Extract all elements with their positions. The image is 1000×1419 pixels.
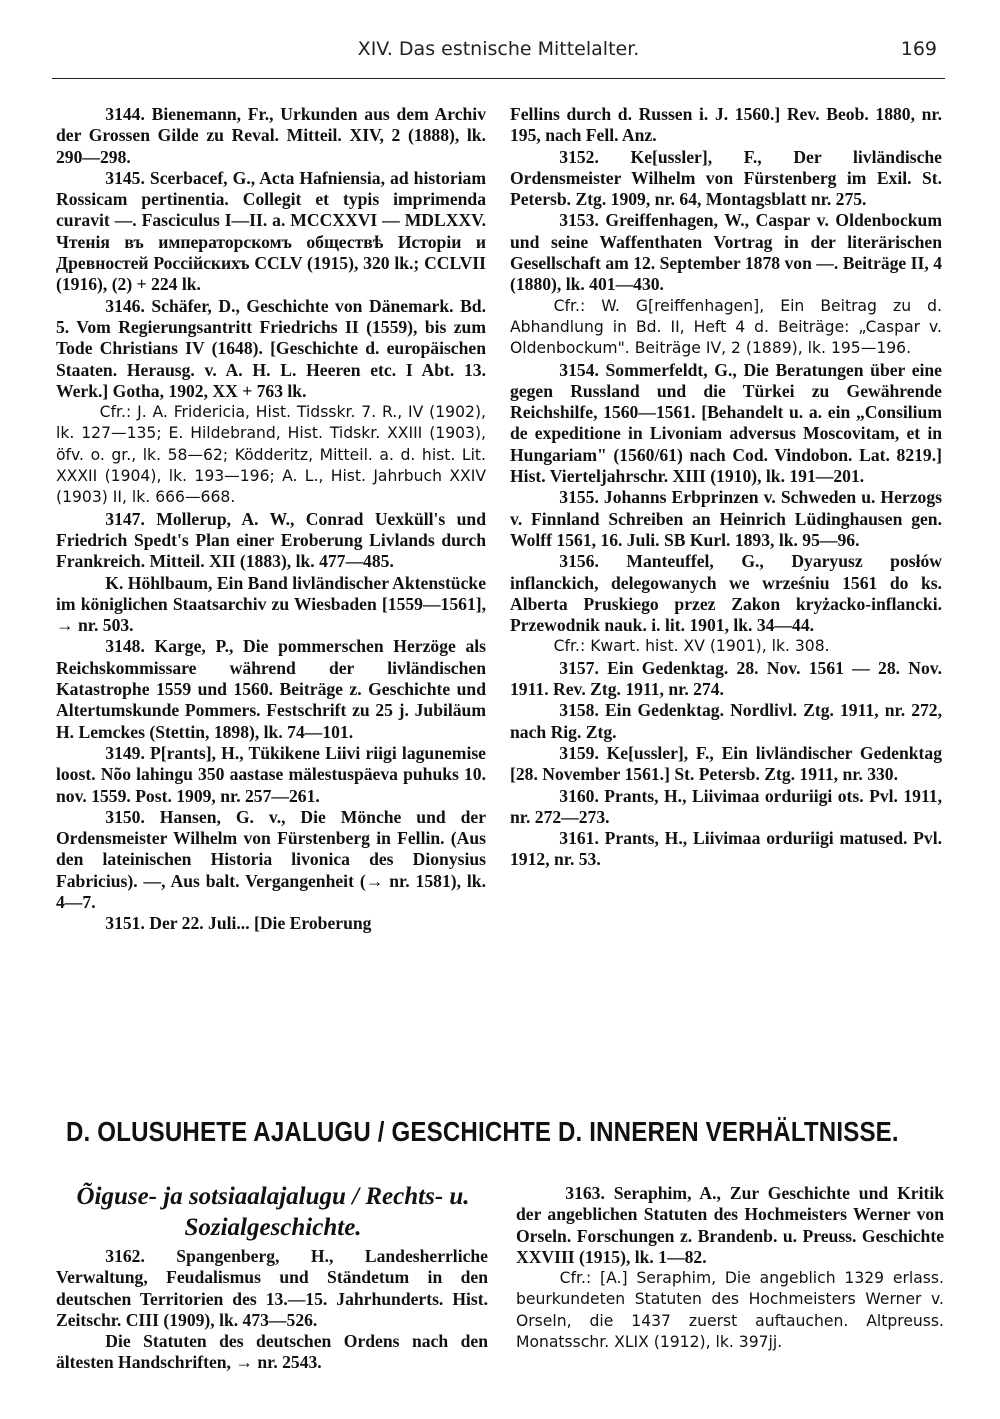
bibliography-entry: 3157. Ein Gedenktag. 28. Nov. 1561 — 28. Nov. 1911. Rev. Ztg. 1911, nr. 274. <box>510 657 942 700</box>
subsection-heading: Õiguse- ja sotsiaalajalugu / Rechts- u. Sozialgeschichte. <box>76 1183 470 1241</box>
bibliography-entry: 3155. Johanns Erbprinzen v. Schweden u. Herzogs v. Finnland Schreiben an Heinrich Lüdinghausen gen. Wolff 1561, 16. Juli. SB Kurl. 1893, lk. 95—96. <box>510 487 942 550</box>
bibliography-entry: 3153. Greiffenhagen, W., Caspar v. Oldenbockum und seine Waffenthaten Vortrag in der literärischen Gesellschaft am 12. September 1878 von —. Beiträge II, 4 (1880), lk. 401—430. <box>510 210 942 295</box>
left-column-bottom <box>56 1246 488 1374</box>
cfr-note: Cfr.: J. A. Fridericia, Hist. Tidsskr. 7. R., IV (1902), lk. 127—135; E. Hildebrand, Hist. Tidskr. XXIII (1903), öfv. o. gr., lk. 58—62; Ködderitz, Mitteil. a. d. hist. Lit. XXXII (1904), lk. 193—196; A. L., Hist. Jahrbuch XXIV (1903) II, lk. 666—668. <box>56 403 486 507</box>
bibliography-entry: 3152. Ke[ussler], F., Der livländische Ordensmeister Wilhelm von Fürstenberg im Exil. St. Petersb. Ztg. 1909, nr. 64, Montagsblatt nr. 275. <box>510 146 942 210</box>
bibliography-entry: 3161. Prants, H., Liivimaa orduriigi matused. Pvl. 1912, nr. 53. <box>510 828 942 870</box>
bibliography-entry: 3146. Schäfer, D., Geschichte von Dänemark. Bd. 5. Vom Regierungsantritt Friedrichs II (1559), bis zum Tode Christians IV (1648). [Geschichte d. europäischen Staaten. Herausg. v. A. H. L. Heeren etc. I Abt. 13. Werk.] Gotha, 1902, XX + 763 lk. <box>56 295 486 401</box>
left-column <box>56 104 486 935</box>
bibliography-entry: 3149. P[rants], H., Tükikene Liivi riigi lagunemise loost. Nõo lahingu 350 aastase mälestuspäeva puhuks 10. nov. 1559. Post. 1909, nr. 257—261. <box>56 742 486 806</box>
bibliography-entry: 3150. Hansen, G. v., Die Mönche und der Ordensmeister Wilhelm von Fürstenberg in Fellin. (Aus den lateinischen Historia livonica des Dionysius Fabricius). —, Aus balt. Vergangenheit (→ nr. 1581), lk. 4—7. <box>56 806 486 912</box>
cfr-note: Cfr.: W. G[reiffenhagen], Ein Beitrag zu d. Abhandlung in Bd. II, Heft 4 d. Beiträge: „Caspar v. Oldenbockum". Beiträge IV, 2 (1889), lk. 195—196. <box>510 296 942 358</box>
right-column <box>510 104 942 871</box>
bibliography-entry-continued: Fellins durch d. Russen i. J. 1560.] Rev. Beob. 1880, nr. 195, nach Fell. Anz. <box>510 104 942 146</box>
bibliography-entry: 3162. Spangenberg, H., Landesherrliche Verwaltung, Feudalismus und Ständetum in den deutschen Territorien des 13.—15. Jahrhunderts. Hist. Zeitschr. CIII (1909), lk. 473—526. <box>56 1246 488 1330</box>
right-column-bottom <box>516 1183 944 1353</box>
bibliography-entry: K. Höhlbaum, Ein Band livländischer Aktenstücke im königlichen Staatsarchiv zu Wiesbaden [1559—1561], → nr. 503. <box>56 572 486 636</box>
page-header <box>52 38 945 79</box>
bibliography-entry: 3148. Karge, P., Die pommerschen Herzöge als Reichskommissare während der livländischen Katastrophe 1559 und 1560. Beiträge z. Geschichte und Altertumskunde Pommers. Festschrift zu 25 j. Jubiläum H. Lemckes (Stettin, 1898), lk. 74—101. <box>56 636 486 742</box>
bibliography-entry: 3147. Mollerup, A. W., Conrad Uexküll's und Friedrich Spedt's Plan einer Eroberung Livlands durch Frankreich. Mitteil. XII (1883), lk. 477—485. <box>56 508 486 572</box>
bibliography-entry: 3156. Manteuffel, G., Dyaryusz posłów inflanckich, delegowanych we wrześniu 1561 do ks. Alberta Pruskiego przez Zakon kryżacko-inflancki. Przewodnik nauk. i. lit. 1901, lk. 34—44. <box>510 551 942 636</box>
bibliography-entry: 3144. Bienemann, Fr., Urkunden aus dem Archiv der Grossen Gilde zu Reval. Mitteil. XIV, 2 (1888), lk. 290—298. <box>56 104 486 167</box>
bibliography-entry: 3154. Sommerfeldt, G., Die Beratungen über eine gegen Russland und die Türkei zu Gewährende Reichshilfe, 1560—1561. [Behandelt u. a. ein „Consilium de expeditione in Livoniam adversus Moscovitam, et in Hungariam" (1560/61) nach Cod. Vindobon. Lat. 8219.] Hist. Vierteljahrschr. XIII (1910), lk. 191—201. <box>510 359 942 487</box>
bibliography-entry: 3163. Seraphim, A., Zur Geschichte und Kritik der angeblichen Statuten des Hochmeisters Werner von Orseln. Forschungen z. Brandenb. u. Preuss. Geschichte XXVIII (1915), lk. 1—82. <box>516 1183 944 1267</box>
bibliography-entry: 3145. Scerbacef, G., Acta Hafniensia, ad historiam Rossicam pertinentia. Collegit et typis imprimenda curavit —. Fasciculus I—II. a. MCCXXVI — MDLXXV. Чтенія въ императорскомъ обществѣ Исторіи и Древностей Россійскихъ CCLV (1915), 320 lk.; CCLVII (1916), (2) + 224 lk. <box>56 167 486 295</box>
bibliography-entry: 3151. Der 22. Juli... [Die Eroberung <box>105 913 372 934</box>
bibliography-entry: 3159. Ke[ussler], F., Ein livländischer Gedenktag [28. November 1561.] St. Petersb. Ztg. 1911, nr. 330. <box>510 742 942 785</box>
page-number: 169 <box>900 38 937 60</box>
cfr-note: Cfr.: [A.] Seraphim, Die angeblich 1329 erlass. beurkundeten Statuten des Hochmeisters Werner v. Orseln, die 1437 zuerst auftauchen. Altpreuss. Monatsschr. XLIX (1912), lk. 397jj. <box>516 1269 944 1352</box>
cfr-note: Cfr.: Kwart. hist. XV (1901), lk. 308. <box>553 637 830 656</box>
bibliography-entry: 3160. Prants, H., Liivimaa orduriigi ots. Pvl. 1911, nr. 272—273. <box>510 785 942 827</box>
running-title: XIV. Das estnische Mittelalter. <box>357 38 640 60</box>
bibliography-entry: Die Statuten des deutschen Ordens nach den ältesten Handschriften, → nr. 2543. <box>56 1331 488 1373</box>
bibliography-entry: 3158. Ein Gedenktag. Nordlivl. Ztg. 1911, nr. 272, nach Rig. Ztg. <box>510 700 942 742</box>
section-heading: D. OLUSUHETE AJALUGU / GESCHICHTE D. INNEREN VERHÄLTNISSE. <box>66 1116 899 1147</box>
